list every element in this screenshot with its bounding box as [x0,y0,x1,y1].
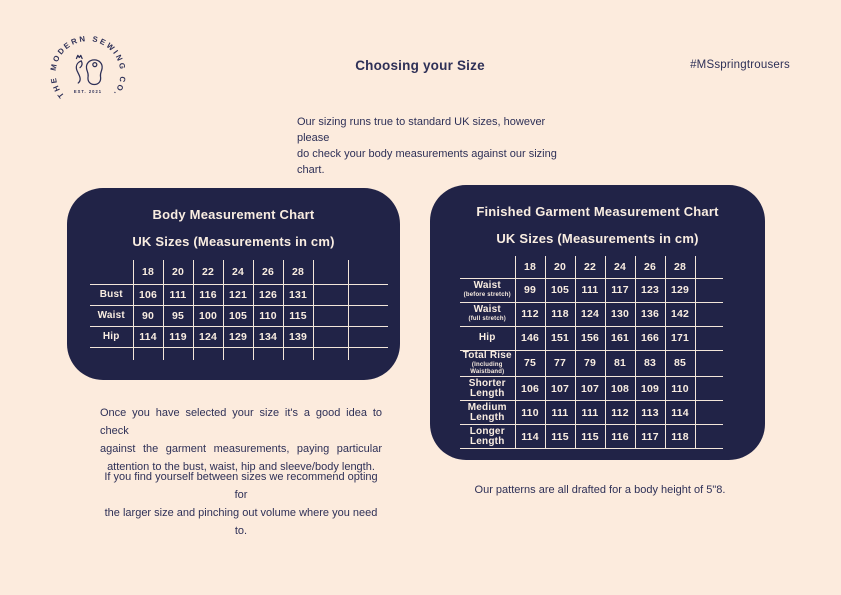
empty-cell [695,377,723,401]
size-header-cell: 26 [253,260,283,284]
corner-cell [460,256,515,278]
row-label [460,326,515,350]
row-sublabel-text: (Including Waistband) [470,362,505,375]
measurement-cell: 123 [635,278,665,302]
row-label-text: Hip [478,332,496,343]
card-title: Finished Garment Measurement Chart [476,204,719,219]
measurement-cell: 115 [283,305,313,326]
measurement-cell: 131 [283,284,313,305]
row-label-text: Waist [473,279,501,291]
measurement-cell: 126 [253,284,283,305]
measurement-cell: 115 [545,425,575,449]
row-label-text: Shorter Length [468,377,506,399]
measurement-cell: 95 [163,305,193,326]
size-header-cell: 22 [193,260,223,284]
corner-cell [90,260,133,284]
measurement-cell: 139 [283,326,313,347]
empty-cell [695,425,723,449]
row-label [90,305,133,326]
row-label [460,377,515,401]
measurement-cell: 111 [163,284,193,305]
measurement-cell: 114 [515,425,545,449]
brand-logo [46,31,130,115]
measurement-cell: 129 [223,326,253,347]
measurement-cell: 83 [635,350,665,377]
size-header-cell: 24 [605,256,635,278]
measurement-cell: 156 [575,326,605,350]
row-sublabel-text: (full stretch) [468,316,506,323]
measurement-cell: 146 [515,326,545,350]
measurement-cell: 151 [545,326,575,350]
empty-cell [193,347,223,360]
empty-cell [283,347,313,360]
card-title: Body Measurement Chart [152,207,315,222]
measurement-cell: 77 [545,350,575,377]
measurement-cell: 111 [545,401,575,425]
empty-cell [695,278,723,302]
garment-measurement-table [460,256,723,449]
measurement-cell: 166 [635,326,665,350]
empty-cell [695,350,723,377]
measurement-cell: 105 [223,305,253,326]
measurement-cell: 110 [515,401,545,425]
measurement-cell: 121 [223,284,253,305]
measurement-cell: 171 [665,326,695,350]
note-line: Once you have selected your size it's a good idea to check [100,407,382,437]
measurement-row [460,278,723,302]
measurement-cell: 129 [665,278,695,302]
measurement-cell: 117 [605,278,635,302]
empty-cell [348,326,388,347]
measurement-cell: 107 [575,377,605,401]
sewing-tools-icon [76,55,102,84]
measurement-cell: 116 [605,425,635,449]
measurement-cell: 99 [515,278,545,302]
measurement-cell: 100 [193,305,223,326]
empty-cell [253,347,283,360]
measurement-cell: 112 [515,302,545,326]
measurement-cell: 109 [635,377,665,401]
intro-text [297,114,567,178]
size-selection-advice [100,404,382,476]
measurement-row [460,401,723,425]
row-label-text: Medium Length [467,401,507,423]
measurement-row [90,305,388,326]
size-header-row [460,256,723,278]
empty-cell [313,305,348,326]
measurement-cell: 85 [665,350,695,377]
measurement-cell: 136 [635,302,665,326]
measurement-cell: 110 [253,305,283,326]
measurement-row [460,326,723,350]
empty-cell [695,302,723,326]
measurement-cell: 108 [605,377,635,401]
size-header-cell: 22 [575,256,605,278]
card-subtitle: UK Sizes (Measurements in cm) [132,234,335,249]
empty-cell [313,284,348,305]
measurement-row [90,284,388,305]
measurement-cell: 112 [605,401,635,425]
measurement-cell: 119 [163,326,193,347]
garment-measurement-card [430,185,765,460]
measurement-cell: 118 [665,425,695,449]
empty-cell [695,256,723,278]
empty-cell [163,347,193,360]
empty-cell [90,347,133,360]
empty-cell [313,347,348,360]
empty-cell [695,401,723,425]
row-label [460,278,515,302]
hashtag-label: #MSspringtrousers [690,59,790,71]
empty-cell [348,260,388,284]
intro-line: Our sizing runs true to standard UK sizes, however please [297,116,546,144]
measurement-cell: 111 [575,278,605,302]
size-header-cell: 28 [665,256,695,278]
measurement-cell: 75 [515,350,545,377]
row-label-text: Hip [102,330,120,342]
measurement-cell: 106 [133,284,163,305]
size-header-cell: 20 [163,260,193,284]
body-measurement-card [67,188,400,380]
note-line: If you find yourself between sizes we recommend opting for [104,471,378,501]
empty-cell [695,326,723,350]
body-measurement-table [90,260,388,360]
empty-cell [313,326,348,347]
measurement-cell: 118 [545,302,575,326]
row-label-text: Waist [473,303,501,315]
note-line: against the garment measurements, paying particular [100,443,382,455]
logo-circular-text: THE MODERN SEWING CO. [48,33,128,101]
measurement-cell: 161 [605,326,635,350]
measurement-cell: 116 [193,284,223,305]
size-header-cell: 28 [283,260,313,284]
size-header-row [90,260,388,284]
measurement-cell: 79 [575,350,605,377]
measurement-cell: 81 [605,350,635,377]
note-line: the larger size and pinching out volume where you need to. [104,507,378,537]
gridline-extension-row [90,347,388,360]
card-subtitle: UK Sizes (Measurements in cm) [496,231,699,246]
row-label [460,302,515,326]
measurement-cell: 113 [635,401,665,425]
measurement-cell: 142 [665,302,695,326]
row-label [460,401,515,425]
measurement-cell: 90 [133,305,163,326]
row-label [90,284,133,305]
page-title: Choosing your Size [355,58,485,73]
measurement-cell: 130 [605,302,635,326]
empty-cell [348,347,388,360]
measurement-cell: 124 [193,326,223,347]
measurement-cell: 110 [665,377,695,401]
row-label [460,425,515,449]
row-label-text: Bust [99,288,123,300]
measurement-row [460,350,723,377]
size-header-cell: 18 [133,260,163,284]
empty-cell [348,284,388,305]
body-height-note: Our patterns are all drafted for a body height of 5"8. [474,484,726,496]
measurement-row [460,302,723,326]
row-sublabel-text: (before stretch) [463,292,511,299]
measurement-cell: 114 [665,401,695,425]
measurement-row [90,326,388,347]
size-header-cell: 26 [635,256,665,278]
measurement-cell: 124 [575,302,605,326]
empty-cell [348,305,388,326]
measurement-cell: 105 [545,278,575,302]
measurement-cell: 106 [515,377,545,401]
measurement-row [460,377,723,401]
row-label-text: Total Rise [462,349,512,361]
empty-cell [223,347,253,360]
row-label-text: Waist [97,309,125,321]
measurement-cell: 114 [133,326,163,347]
empty-cell [313,260,348,284]
measurement-cell: 134 [253,326,283,347]
empty-cell [133,347,163,360]
measurement-cell: 107 [545,377,575,401]
measurement-cell: 111 [575,401,605,425]
intro-line: do check your body measurements against our sizing chart. [297,148,557,176]
row-label [90,326,133,347]
measurement-cell: 115 [575,425,605,449]
note-line: attention to the bust, waist, hip and sleeve/body length. [107,461,375,473]
measurement-cell: 117 [635,425,665,449]
between-sizes-advice [100,468,382,540]
measurement-row [460,425,723,449]
logo-established-text: EST. 2021 [73,88,103,94]
row-label [460,350,515,377]
row-label-text: Longer Length [469,425,505,447]
size-header-cell: 18 [515,256,545,278]
size-header-cell: 20 [545,256,575,278]
size-header-cell: 24 [223,260,253,284]
